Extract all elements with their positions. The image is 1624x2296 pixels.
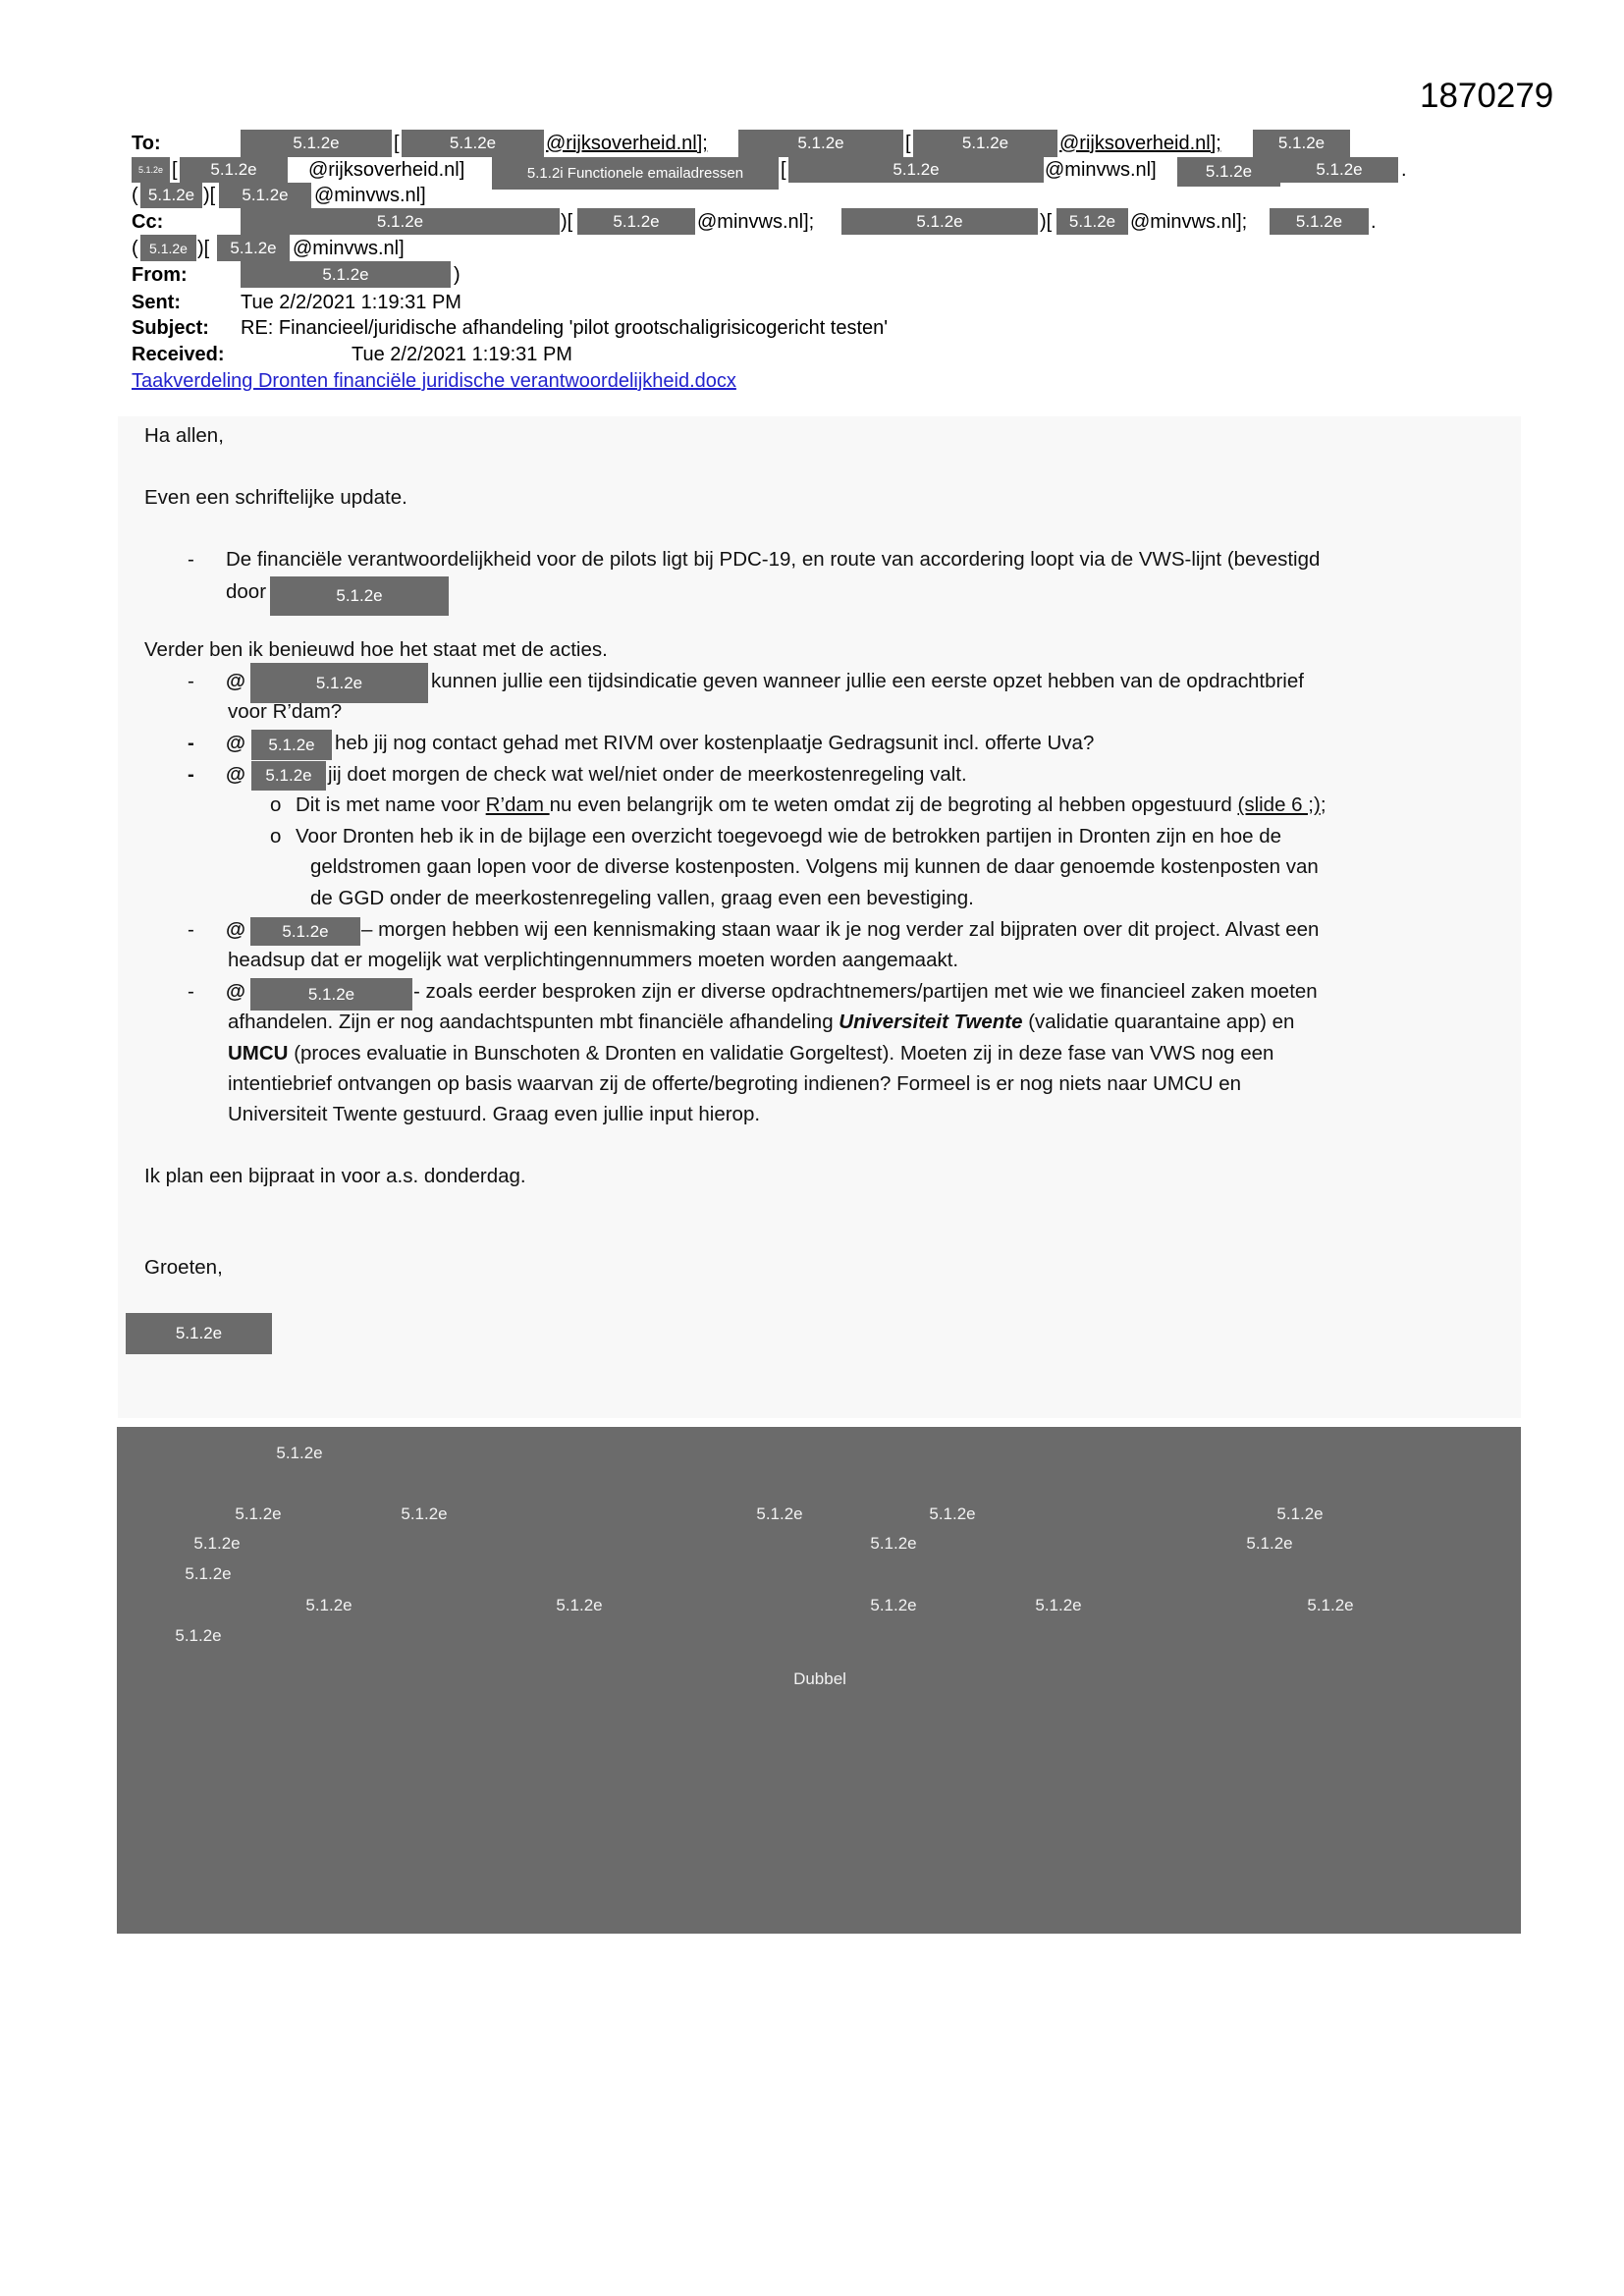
paragraph-text: door <box>226 580 267 603</box>
attachment-link[interactable]: Taakverdeling Dronten financiële juridische verantwoordelijkheid.docx <box>132 370 736 392</box>
cc-label: Cc: <box>132 211 164 233</box>
to-text: ( <box>132 185 138 206</box>
sub-bullet-text: geldstromen gaan lopen voor de diverse kostenposten. Volgens mij kunnen de daar genoemde kostenposten van <box>310 855 1319 878</box>
greeting: Ha allen, <box>144 424 224 447</box>
to-text: [ <box>781 159 786 181</box>
to-text: [ <box>394 133 400 154</box>
action-text: headsup dat er mogelijk wat verplichtingennummers moeten worden aangemaakt. <box>228 949 959 971</box>
redaction: 5.1.2e <box>270 576 449 616</box>
action-text: - zoals eerder besproken zijn er diverse opdrachtnemers/partijen met wie we financieel zaken moeten <box>413 980 1318 1003</box>
cc-text: . <box>1371 211 1377 233</box>
redaction-label: 5.1.2e <box>305 1596 352 1614</box>
sub-bullet-text: de GGD onder de meerkostenregeling vallen, graag even een bevestiging. <box>310 887 974 909</box>
redaction: 5.1.2e <box>180 157 288 183</box>
sub-bullet: o <box>270 825 282 847</box>
cc-text: )[ <box>197 238 210 259</box>
cc-text: )[ <box>1040 211 1053 233</box>
sub-bullet: o <box>270 793 282 816</box>
sent-value: Tue 2/2/2021 1:19:31 PM <box>241 292 461 313</box>
to-text: [ <box>172 159 178 181</box>
redaction-label: 5.1.2e <box>185 1564 232 1583</box>
text: afhandelen. Zijn er nog aandachtspunten mbt financiële afhandeling <box>228 1011 839 1033</box>
redaction: 5.1.2e <box>132 157 170 183</box>
actions-intro: Verder ben ik benieuwd hoe het staat met de acties. <box>144 638 608 661</box>
redaction-label: 5.1.2e <box>929 1504 976 1523</box>
action-text <box>228 1010 1294 1035</box>
to-email-domain: @rijksoverheid.nl]; <box>1059 133 1221 154</box>
redaction: 5.1.2e <box>1253 130 1350 157</box>
bullet-dash: - <box>188 732 194 754</box>
redaction: 5.1.2e <box>402 130 544 157</box>
text: Universiteit Twente <box>839 1011 1023 1033</box>
sent-label: Sent: <box>132 292 181 313</box>
redaction: 5.1.2e <box>241 261 451 288</box>
redaction-label: 5.1.2e <box>175 1626 222 1645</box>
duplicate-label: Dubbel <box>793 1669 846 1688</box>
sub-bullet-text <box>296 793 1326 818</box>
to-label: To: <box>132 133 161 154</box>
from-text: ) <box>454 264 460 286</box>
redaction: 5.1.2e <box>140 183 202 208</box>
redaction-label: 5.1.2e <box>235 1504 282 1523</box>
redaction: 5.1.2e <box>788 157 1044 183</box>
from-label: From: <box>132 264 188 286</box>
action-text <box>228 1041 1273 1066</box>
bullet-dash: - <box>188 763 194 786</box>
redaction: 5.1.2e <box>217 235 290 261</box>
cc-email-domain: @minvws.nl] <box>293 238 405 259</box>
redaction: 5.1.2e <box>1056 208 1128 235</box>
mention-at: @ <box>226 918 245 941</box>
cc-text: ( <box>132 238 138 259</box>
text: UMCU <box>228 1042 289 1065</box>
mention-at: @ <box>226 670 245 692</box>
redaction-label: 5.1.2e <box>1035 1596 1082 1614</box>
redaction-label: 5.1.2e <box>1246 1534 1293 1553</box>
action-text: heb jij nog contact gehad met RIVM over kostenplaatje Gedragsunit incl. offerte Uva? <box>335 732 1095 754</box>
intro: Even een schriftelijke update. <box>144 486 407 509</box>
text: (slide 6 ;) <box>1237 793 1321 816</box>
text: Dit is met name voor <box>296 793 486 816</box>
redaction: 5.1.2e <box>251 761 326 791</box>
redaction-label: 5.1.2e <box>401 1504 448 1523</box>
redaction-label: 5.1.2e <box>870 1534 917 1553</box>
mention-at: @ <box>226 980 245 1003</box>
to-email-domain: @rijksoverheid.nl] <box>308 159 465 181</box>
redaction: 5.1.2e <box>241 130 392 157</box>
redaction: 5.1.2e <box>251 730 332 760</box>
redaction-label: 5.1.2e <box>1307 1596 1354 1614</box>
document-number: 1870279 <box>1420 77 1554 115</box>
closing: Groeten, <box>144 1256 223 1279</box>
mention-at: @ <box>226 732 245 754</box>
redaction: 5.1.2e <box>738 130 903 157</box>
received-label: Received: <box>132 344 225 365</box>
plan-text: Ik plan een bijpraat in voor a.s. donderdag. <box>144 1165 526 1187</box>
redaction-label: 5.1.2e <box>1276 1504 1324 1523</box>
redaction: 5.1.2e <box>1270 208 1369 235</box>
cc-email-domain: @minvws.nl]; <box>697 211 815 233</box>
redaction-functional-address: 5.1.2i Functionele emailadressen <box>492 157 779 190</box>
redaction: 5.1.2e <box>250 663 428 703</box>
mention-at: @ <box>226 763 245 786</box>
received-value: Tue 2/2/2021 1:19:31 PM <box>352 344 572 365</box>
to-text: )[ <box>203 185 216 206</box>
to-email-domain: @minvws.nl] <box>1045 159 1157 181</box>
bullet-dash: - <box>188 548 194 571</box>
redaction-label: 5.1.2e <box>276 1444 323 1462</box>
to-text: [ <box>905 133 911 154</box>
bullet-dash: - <box>188 918 194 941</box>
redaction: 5.1.2e <box>140 235 196 261</box>
subject-label: Subject: <box>132 317 209 339</box>
redaction-label: 5.1.2e <box>870 1596 917 1614</box>
redaction: 5.1.2e <box>250 917 360 946</box>
to-text: . <box>1401 159 1407 181</box>
redaction: 5.1.2e <box>250 978 412 1011</box>
redaction: 5.1.2e <box>1280 157 1398 183</box>
redaction: 5.1.2e <box>841 208 1038 235</box>
redaction: 5.1.2e <box>241 208 560 235</box>
to-email-domain: @rijksoverheid.nl]; <box>546 133 708 154</box>
redaction: 5.1.2e <box>1177 157 1280 187</box>
action-text: Universiteit Twente gestuurd. Graag even jullie input hierop. <box>228 1103 761 1125</box>
action-text: intentiebrief ontvangen op basis waarvan zij de offerte/begroting indienen? Formeel is er nog niets naar UMCU en <box>228 1072 1242 1095</box>
action-text: kunnen jullie een tijdsindicatie geven wanneer jullie een eerste opzet hebben van de opdrachtbrief <box>431 670 1304 692</box>
to-email-domain: @minvws.nl] <box>314 185 426 206</box>
redaction-label: 5.1.2e <box>556 1596 603 1614</box>
redaction: 5.1.2e <box>577 208 695 235</box>
bullet-dash: - <box>188 670 194 692</box>
action-text: jij doet morgen de check wat wel/niet onder de meerkostenregeling valt. <box>328 763 967 786</box>
text: (proces evaluatie in Bunschoten & Dronten en validatie Gorgeltest). Moeten zij in deze fase van VWS nog een <box>288 1042 1274 1065</box>
signature-redaction: 5.1.2e <box>126 1313 272 1354</box>
subject-value: RE: Financieel/juridische afhandeling 'pilot grootschaligrisicogericht testen' <box>241 317 889 339</box>
redaction: 5.1.2e <box>913 130 1057 157</box>
text: R’dam <box>485 793 550 816</box>
bullet-dash: - <box>188 980 194 1003</box>
text: nu even belangrijk om te weten omdat zij de begroting al hebben opgestuurd <box>549 793 1238 816</box>
text: (validatie quarantaine app) en <box>1022 1011 1295 1033</box>
redaction-label: 5.1.2e <box>756 1504 803 1523</box>
cc-email-domain: @minvws.nl]; <box>1130 211 1248 233</box>
paragraph-text: De financiële verantwoordelijkheid voor de pilots ligt bij PDC-19, en route van accordering loopt via de VWS-lijnt (bevestigd <box>226 548 1321 571</box>
action-text: voor R’dam? <box>228 700 343 723</box>
redaction: 5.1.2e <box>219 183 311 208</box>
sub-bullet-text: Voor Dronten heb ik in de bijlage een overzicht toegevoegd wie de betrokken partijen in Dronten zijn en hoe de <box>296 825 1282 847</box>
redaction-label: 5.1.2e <box>193 1534 241 1553</box>
cc-text: )[ <box>561 211 573 233</box>
text: ; <box>1320 793 1326 816</box>
action-text: – morgen hebben wij een kennismaking staan waar ik je nog verder zal bijpraten over dit project. Alvast een <box>361 918 1320 941</box>
